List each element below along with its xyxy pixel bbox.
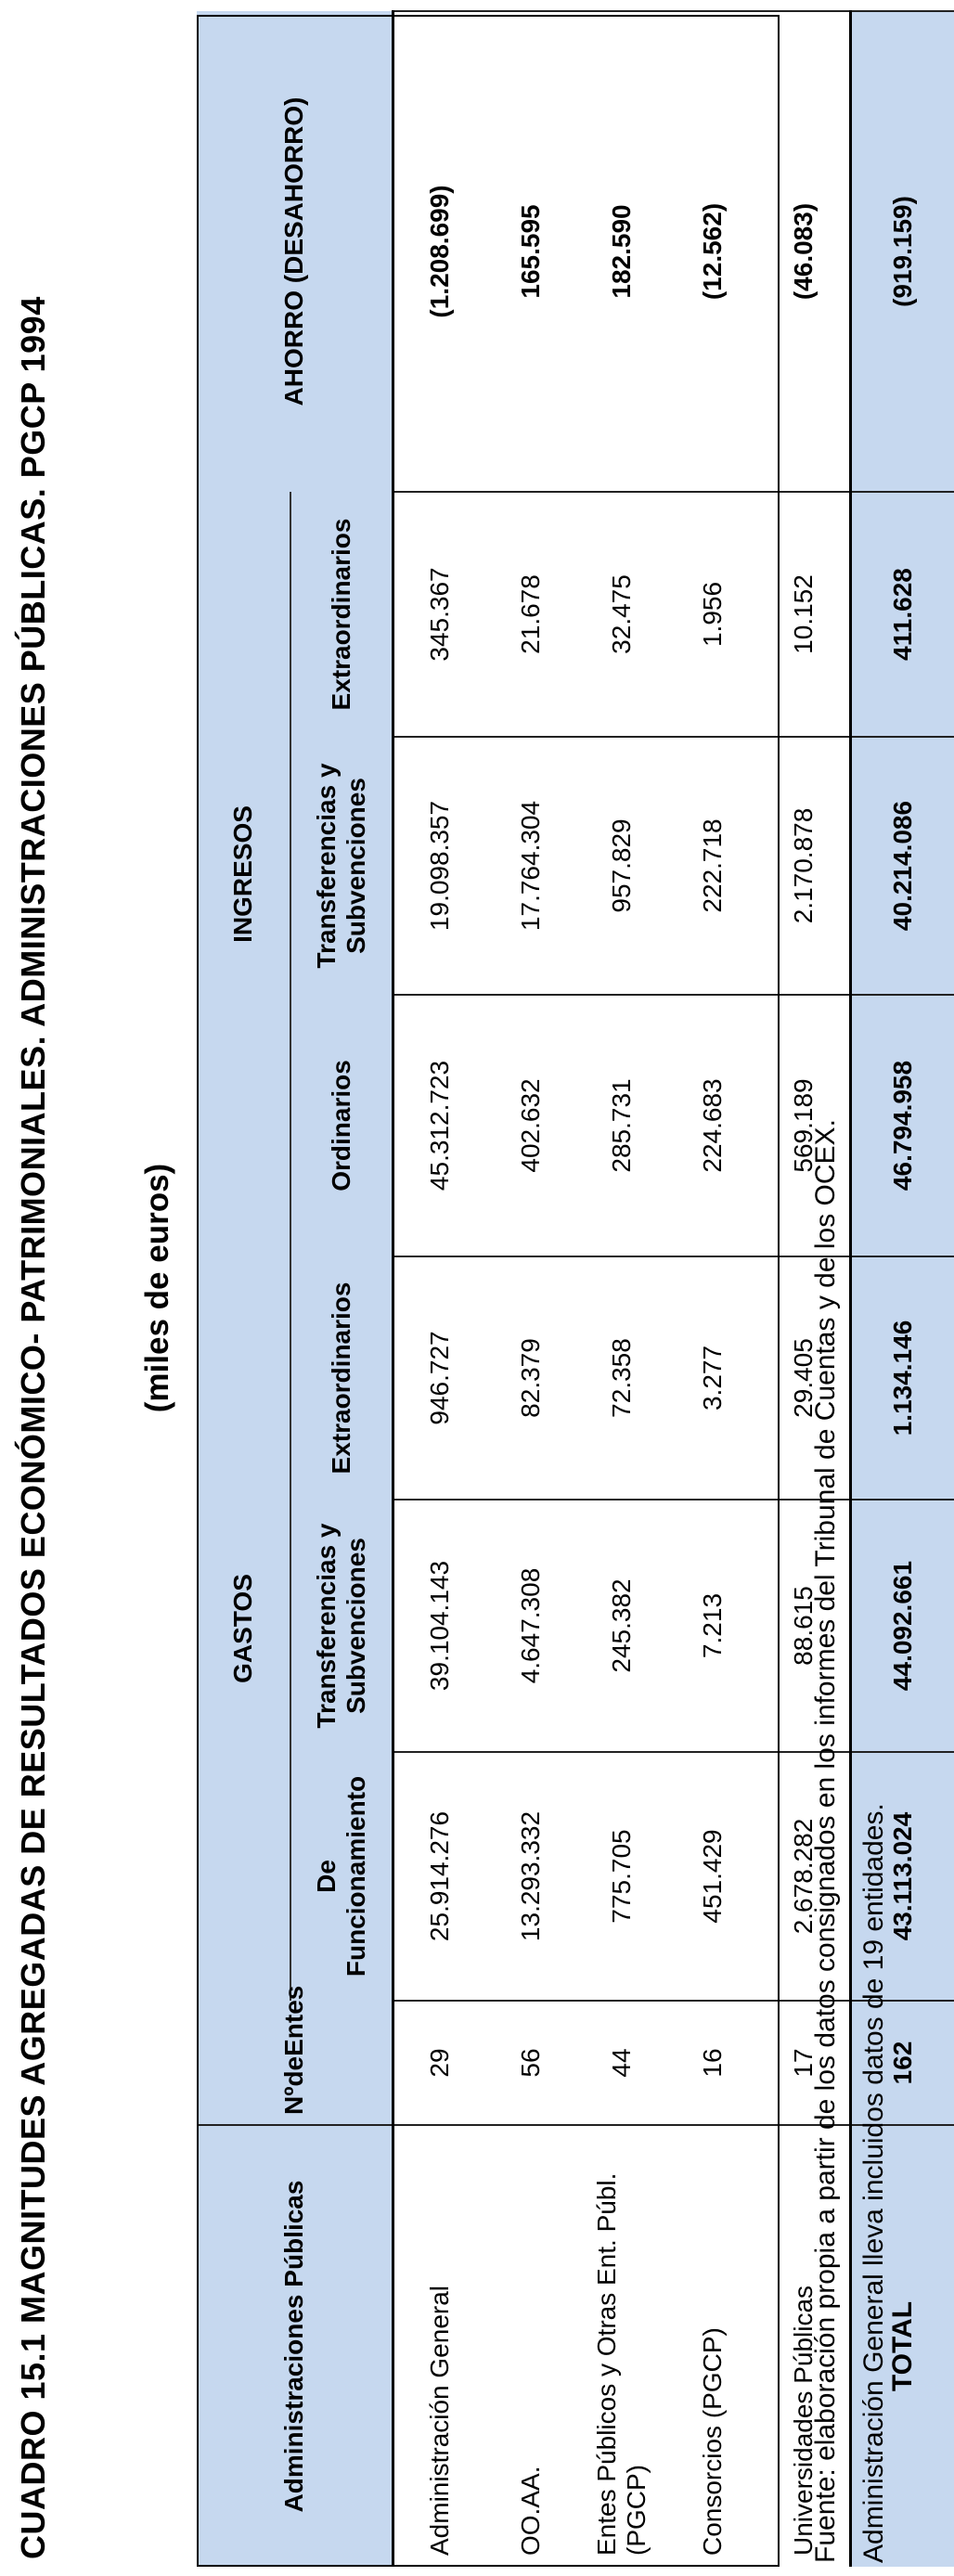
header-gastos-funcionamiento: De Funcionamiento: [290, 1752, 393, 2001]
cell-extra-ingresos: 10.152: [758, 492, 851, 737]
header-gastos-transferencias: Transferencias y Subvenciones: [290, 1500, 393, 1752]
cell-transf-ingresos: 19.098.357: [393, 737, 486, 995]
header-entes: NºdeEntes: [197, 2001, 393, 2125]
total-funcionamiento: 43.113.024: [851, 1752, 954, 2001]
table-row: [667, 11, 758, 2567]
total-entes: 162: [851, 2001, 954, 2125]
row-name: Entes Públicos y Otras Ent. Públ. (PGCP): [576, 2125, 667, 2567]
cell-extra-gastos: 82.379: [485, 1256, 576, 1500]
page-title: CUADRO 15.1 MAGNITUDES AGREGADAS DE RESULTADOS ECONÓMICO- PATRIMONIALES. ADMINISTRACIONES PÚBLICAS. PGCP 1994: [14, 296, 52, 2559]
total-ordinarios: 46.794.958: [851, 995, 954, 1256]
cell-ordinarios: 285.731: [576, 995, 667, 1256]
cell-ahorro: (46.083): [758, 11, 851, 492]
table-row: [485, 11, 576, 2567]
cell-extra-ingresos: 21.678: [485, 492, 576, 737]
cell-ordinarios: 569.189: [758, 995, 851, 1256]
row-name: OO.AA.: [485, 2125, 576, 2567]
header-ingresos-extraordinarios: Extraordinarios: [290, 492, 393, 737]
row-name: Administración General: [393, 2125, 486, 2567]
cell-transf-gastos: 245.382: [576, 1500, 667, 1752]
header-administraciones: Administraciones Públicas: [197, 2125, 393, 2567]
cell-ordinarios: 402.632: [485, 995, 576, 1256]
cell-funcionamiento: 25.914.276: [393, 1752, 486, 2001]
cell-extra-gastos: 72.358: [576, 1256, 667, 1500]
total-transf-gastos: 44.092.661: [851, 1500, 954, 1752]
header-ingresos-ordinarios: Ordinarios: [290, 995, 393, 1256]
cell-extra-gastos: 946.727: [393, 1256, 486, 1500]
cell-extra-gastos: 29.405: [758, 1256, 851, 1500]
cell-ahorro: (1.208.699): [393, 11, 486, 492]
cell-ahorro: 182.590: [576, 11, 667, 492]
cell-entes: 17: [758, 2001, 851, 2125]
cell-funcionamiento: 451.429: [667, 1752, 758, 2001]
cell-extra-ingresos: 1.956: [667, 492, 758, 737]
cell-ahorro: (12.562): [667, 11, 758, 492]
cell-ordinarios: 45.312.723: [393, 995, 486, 1256]
header-ingresos: INGRESOS: [197, 492, 290, 1256]
cell-funcionamiento: 2.678.282: [758, 1752, 851, 2001]
cell-entes: 16: [667, 2001, 758, 2125]
total-extra-gastos: 1.134.146: [851, 1256, 954, 1500]
table-row: [393, 11, 486, 2567]
cell-funcionamiento: 775.705: [576, 1752, 667, 2001]
cell-ordinarios: 224.683: [667, 995, 758, 1256]
table-row: [576, 11, 667, 2567]
cell-extra-ingresos: 32.475: [576, 492, 667, 737]
row-name: Consorcios (PGCP): [667, 2125, 758, 2567]
cell-ahorro: 165.595: [485, 11, 576, 492]
total-extra-ingresos: 411.628: [851, 492, 954, 737]
header-ahorro: AHORRO (DESAHORRO): [197, 11, 393, 492]
cell-transf-ingresos: 957.829: [576, 737, 667, 995]
total-label: TOTAL: [851, 2125, 954, 2567]
cell-transf-ingresos: 17.764.304: [485, 737, 576, 995]
total-transf-ingresos: 40.214.086: [851, 737, 954, 995]
cell-funcionamiento: 13.293.332: [485, 1752, 576, 2001]
header-ingresos-transferencias: Transferencias y Subvenciones: [290, 737, 393, 995]
header-gastos-extraordinarios: Extraordinarios: [290, 1256, 393, 1500]
total-ahorro: (919.159): [851, 11, 954, 492]
footnote: Administración General lleva incluidos datos de 19 entidades.: [858, 1803, 889, 2563]
cell-transf-ingresos: 222.718: [667, 737, 758, 995]
header-gastos: GASTOS: [197, 1256, 290, 2001]
cell-entes: 56: [485, 2001, 576, 2125]
units-subtitle: (miles de euros): [139, 1163, 175, 1413]
cell-transf-gastos: 88.615: [758, 1500, 851, 1752]
cell-transf-gastos: 39.104.143: [393, 1500, 486, 1752]
cell-transf-ingresos: 2.170.878: [758, 737, 851, 995]
cell-transf-gastos: 4.647.308: [485, 1500, 576, 1752]
cell-transf-gastos: 7.213: [667, 1500, 758, 1752]
cell-entes: 44: [576, 2001, 667, 2125]
row-name: Universidades Públicas: [758, 2125, 851, 2567]
source-note: Fuente: elaboración propia a partir de los datos consignados en los informes del Tribunal de Cuentas y de los OCEX.: [810, 1119, 841, 2563]
cell-extra-gastos: 3.277: [667, 1256, 758, 1500]
cell-extra-ingresos: 345.367: [393, 492, 486, 737]
cell-entes: 29: [393, 2001, 486, 2125]
